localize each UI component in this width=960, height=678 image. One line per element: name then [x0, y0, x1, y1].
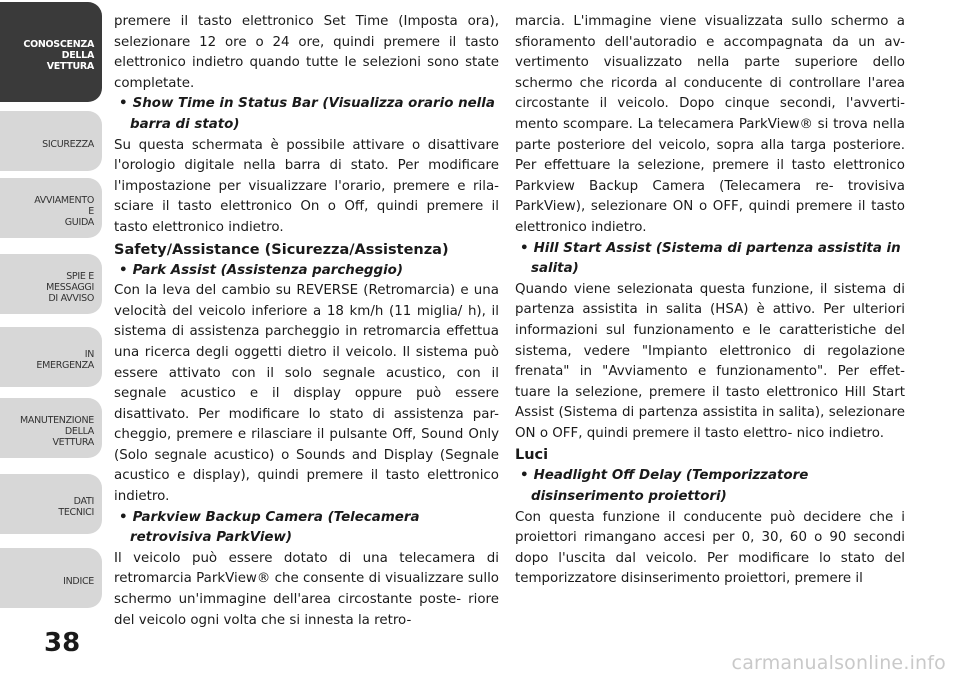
tab-label-line: E [88, 205, 94, 217]
tab-label-line: DI AVVISO [48, 292, 94, 304]
paragraph: premere il tasto elettronico Set Time (Imposta ora), selezionare 12 ore o 24 ore, quindi premere il tasto elettronico indietro quando tutte le selezioni sono state completate. [114, 14, 499, 91]
bullet-heading [515, 466, 905, 507]
tab-label-line: IN [84, 349, 94, 360]
tab-label-line: GUIDA [64, 216, 94, 228]
watermark: carmanualsonline.info [731, 652, 946, 674]
paragraph: marcia. L'immagine viene visualizzata sullo schermo a sfioramento dell'autoradio e accompagnata da un av- vertimento visualizzato nella parte superiore dello schermo che ricorda al conducente di controllare l'area circostante il veicolo. Dopo cinque secondi, l'avverti- mento scompare. La telecamera ParkView® si trova nella parte posteriore del veicolo, sopra alla targa posteriore. Per effettuare la selezione, premere il tasto elettronico Parkview Backup Camera (Telecamera re- trovisiva ParkView), selezionare ON o OFF, quindi premere il tasto elettronico indietro. [515, 14, 905, 235]
chapter-sidebar [0, 0, 104, 678]
bullet-heading-text: Show Time in Status Bar (Visualizza orario nella barra di stato) [130, 96, 495, 132]
tab-label-line: SPIE E [66, 270, 94, 282]
section-heading: Safety/Assistance (Sicurezza/Assistenza) [114, 241, 449, 258]
tab-label-line: TECNICI [58, 507, 94, 518]
tab-label-line: EMERGENZA [36, 360, 94, 371]
tab-label-line: AVVIAMENTO [34, 194, 94, 206]
tab-label-line: SICUREZZA [42, 138, 94, 150]
tab-label-line: DELLA [61, 49, 94, 61]
paragraph: Su questa schermata è possibile attivare o disattivare l'orologio digitale nella barra di stato. Per modificare l'impostazione per visualizzare l'orario, premere e rila- sciare il tasto elettronico On o Off, quindi premere il tasto elettronico indietro. [114, 137, 499, 235]
tab-sicurezza[interactable] [0, 111, 102, 171]
tab-indice[interactable] [0, 548, 102, 608]
tab-avviamento-e-guida[interactable] [0, 178, 102, 238]
bullet-heading-text: Headlight Off Delay (Temporizzatore disinserimento proiettori) [531, 468, 809, 505]
tab-in-emergenza[interactable] [0, 327, 102, 387]
tab-spie-e-messaggi-di-avviso[interactable] [0, 254, 102, 314]
bullet-heading-text: Park Assist (Assistenza parcheggio) [132, 262, 404, 278]
tab-label-line: CONOSCENZA [23, 38, 94, 50]
paragraph: Quando viene selezionata questa funzione, il sistema di partenza assistita in salita (HSA) è attivo. Per ulteriori informazioni sul funzionamento e le caratteristiche del sistema, vedere "Impianto elettronico di regolazione frenata" in "Avviamento e funzionamento". Per effet- tuare la selezione, premere il tasto elettronico Hill Start Assist (Sistema di partenza assistita in salita), selezionare ON o OFF, quindi premere il tasto elettro- nico indietro. [515, 281, 905, 441]
bullet-heading-text: Parkview Backup Camera (Telecamera retrovisiva ParkView) [130, 509, 420, 546]
bullet-heading [114, 508, 499, 549]
bullet-icon: • [520, 240, 529, 256]
tab-dati-tecnici[interactable] [0, 474, 102, 534]
bullet-heading-text: Hill Start Assist (Sistema di partenza assistita in salita) [531, 240, 901, 277]
tab-label-line: MESSAGGI [46, 281, 94, 293]
tab-label-line: INDICE [63, 575, 94, 587]
bullet-icon: • [119, 262, 128, 278]
bullet-heading [515, 239, 905, 280]
tab-conoscenza-della-vettura[interactable] [0, 2, 102, 102]
page-number: 38 [44, 628, 81, 658]
tab-label-line: DATI [73, 496, 94, 507]
tab-manutenzione-della-vettura[interactable] [0, 398, 102, 458]
tab-label-line: VETTURA [52, 436, 94, 448]
paragraph: Il veicolo può essere dotato di una telecamera di retromarcia ParkView® che consente di visualizzare sullo schermo un'immagine dell'area circostante poste- riore del veicolo ogni volta che si innesta la retro- [114, 550, 499, 628]
tab-label-line: DELLA [64, 425, 94, 437]
section-heading: Luci [515, 447, 549, 464]
right-text-column [515, 12, 905, 590]
bullet-icon: • [119, 509, 128, 525]
bullet-icon: • [520, 468, 529, 484]
bullet-icon: • [119, 96, 128, 112]
bullet-heading [114, 94, 499, 135]
tab-label-line: VETTURA [46, 60, 94, 72]
paragraph: Con questa funzione il conducente può decidere che i proiettori rimangano accesi per 0, 30, 60 o 90 secondi dopo l'uscita dal veicolo. Per modificare lo stato del temporizzatore disinserimento proiettori, premere il [515, 509, 905, 587]
bullet-heading [114, 261, 499, 282]
paragraph: Con la leva del cambio su REVERSE (Retromarcia) e una velocità del veicolo inferiore a 18 km/h (11 miglia/ h), il sistema di assistenza parcheggio in retromarcia effettua una ricerca degli oggetti dietro il veicolo. Il sistema può essere attivato con il solo segnale acustico, con il segnale acustico e il display oppure può essere disattivato. Per modificare lo stato di assistenza par- cheggio, premere e rilasciare il pulsante Off, Sound Only (Solo segnale acustico) o Sounds and Display (Segnale acustico e display), quindi premere il tasto elettronico indietro. [114, 283, 499, 505]
tab-label-line: MANUTENZIONE [20, 414, 94, 426]
left-text-column [114, 12, 499, 631]
